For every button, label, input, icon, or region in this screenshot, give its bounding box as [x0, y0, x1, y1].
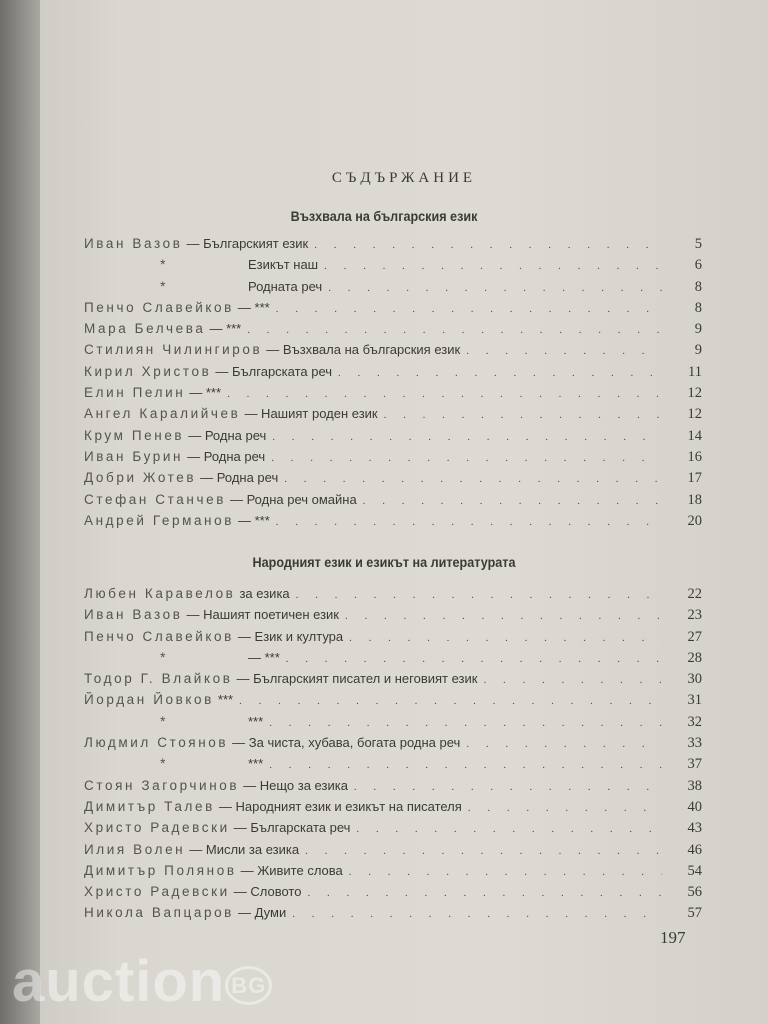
dot-leader	[269, 759, 662, 771]
dot-leader	[384, 409, 662, 421]
entry-title: за езика	[239, 586, 290, 601]
entry-title: ***	[248, 713, 264, 729]
dot-leader	[328, 282, 662, 294]
entry-page: 5	[694, 236, 702, 252]
dot-leader	[483, 674, 662, 686]
entry-title: — ***	[238, 512, 270, 528]
entry-title: ***	[248, 756, 264, 772]
toc-entry	[84, 820, 702, 841]
entry-page: 54	[687, 862, 702, 879]
entry-page: 37	[687, 756, 702, 773]
entry-title: — Нещо за езика	[243, 777, 348, 793]
dot-leader	[466, 738, 662, 750]
toc-entry	[84, 257, 702, 278]
entry-author: Андрей Германов	[84, 512, 234, 528]
dot-leader	[227, 388, 662, 400]
toc-entry	[84, 342, 702, 363]
entry-title: — ***	[237, 299, 270, 315]
entry-title: — ***	[248, 649, 280, 665]
entry-author: Христо Радевски	[84, 884, 230, 900]
watermark-text: auction	[12, 949, 226, 1014]
dot-leader	[324, 260, 662, 272]
entry-title: — Мисли за езика	[189, 841, 300, 857]
dot-leader	[286, 653, 662, 665]
toc-entry	[84, 799, 702, 820]
entry-page: 11	[688, 363, 702, 380]
toc-entry	[84, 650, 702, 671]
entry-page: 27	[687, 628, 702, 645]
dot-leader	[272, 431, 662, 443]
entry-author: Стефан Станчев	[84, 491, 226, 507]
dot-leader	[247, 324, 662, 336]
entry-title: — Родна реч омайна	[229, 491, 357, 507]
page-edge-shadow	[0, 0, 40, 1024]
toc-entry	[84, 385, 702, 406]
entry-author: *	[160, 713, 168, 729]
entry-author: Иван Бурин	[84, 448, 184, 464]
entry-title: — ***	[189, 385, 222, 401]
entry-title: Родната реч	[248, 278, 323, 294]
entry-page: 57	[687, 905, 702, 922]
entry-title: — Нашият роден език	[244, 406, 378, 422]
entry-page: 33	[687, 735, 702, 752]
entry-author: Пенчо Славейков	[84, 299, 234, 315]
entry-title: — Език и култура	[237, 628, 344, 644]
entry-page: 38	[687, 777, 702, 794]
entry-page: 8	[694, 278, 702, 295]
dot-leader	[276, 303, 662, 315]
entry-title: — Живите слова	[240, 862, 343, 878]
section-title: Народният език и езикът на литературата	[252, 554, 516, 570]
toc-entry	[84, 364, 702, 385]
toc-entry	[84, 863, 702, 884]
dot-leader	[296, 589, 662, 601]
toc-entry	[84, 884, 702, 905]
toc-entry	[84, 321, 702, 342]
entry-title: — Народният език и езикът на писателя	[218, 798, 462, 814]
toc-entry	[84, 513, 702, 534]
entry-author: Димитър Полянов	[84, 862, 237, 878]
entry-title: — Родна реч	[200, 470, 279, 486]
entry-author: Никола Вапцаров	[84, 905, 234, 921]
entry-page: 12	[687, 406, 702, 423]
entry-title: — Словото	[233, 884, 302, 900]
entry-title: — Българският език	[186, 236, 309, 251]
entry-page: 6	[694, 257, 702, 274]
toc-entry	[84, 842, 702, 863]
entry-author: Крум Пенев	[84, 427, 185, 443]
dot-leader	[307, 887, 662, 899]
entry-title: — Българският писател и неговият език	[236, 671, 478, 687]
entry-page: 56	[687, 884, 702, 901]
entry-page: 43	[687, 820, 702, 837]
dot-leader	[271, 452, 662, 464]
entry-page: 28	[687, 649, 702, 666]
toc-list	[84, 586, 702, 927]
entry-title: — За чиста, хубава, богата родна реч	[232, 735, 461, 751]
toc-entry	[84, 300, 702, 321]
dot-leader	[468, 802, 662, 814]
contents-heading: СЪДЪРЖАНИЕ	[331, 170, 477, 186]
toc-entry	[84, 692, 702, 713]
entry-page: 32	[687, 713, 702, 730]
toc-entry	[84, 756, 702, 777]
dot-leader	[269, 717, 662, 729]
entry-author: Ангел Каралийчев	[84, 406, 241, 422]
toc-entry	[84, 492, 702, 513]
dot-leader	[363, 495, 662, 507]
dot-leader	[466, 345, 662, 357]
watermark-logo	[12, 948, 272, 1015]
entry-author: Йордан Йовков	[84, 692, 214, 708]
toc-entry	[84, 428, 702, 449]
entry-page: 20	[687, 512, 702, 529]
entry-author: *	[160, 278, 168, 294]
toc-entry	[84, 279, 702, 300]
toc-entry	[84, 735, 702, 756]
dot-leader	[354, 781, 662, 793]
entry-author: Пенчо Славейков	[84, 628, 234, 644]
toc-entry	[84, 406, 702, 427]
entry-author: Димитър Талев	[84, 798, 215, 814]
dot-leader	[356, 823, 662, 835]
dot-leader	[276, 516, 662, 528]
entry-title: ***	[217, 692, 234, 708]
entry-title: — Думи	[237, 905, 287, 921]
entry-author: Христо Радевски	[84, 820, 230, 836]
dot-leader	[345, 610, 662, 622]
entry-title: Езикът наш	[248, 257, 319, 273]
entry-author: Стоян Загорчинов	[84, 777, 240, 793]
entry-page: 46	[687, 841, 702, 858]
toc-entry	[84, 586, 702, 607]
entry-title: — Родна реч	[187, 448, 266, 464]
entry-title: — Възхвала на българския език	[266, 342, 461, 358]
entry-author: Тодор Г. Влайков	[84, 671, 233, 687]
entry-author: Стилиян Чилингиров	[84, 342, 263, 358]
entry-page: 31	[687, 692, 702, 709]
entry-author: Добри Жотев	[84, 470, 197, 486]
dot-leader	[305, 845, 662, 857]
entry-author: *	[160, 257, 168, 273]
entry-page: 18	[687, 491, 702, 508]
dot-leader	[292, 908, 662, 920]
watermark-badge: BG	[225, 966, 272, 1005]
entry-page: 12	[687, 385, 702, 402]
entry-author: Илия Волен	[84, 841, 186, 857]
toc-entry	[84, 449, 702, 470]
entry-page: 16	[687, 448, 702, 465]
toc-list	[84, 236, 702, 534]
page-number: 197	[660, 928, 686, 947]
entry-page: 17	[687, 470, 702, 487]
toc-entry	[84, 236, 702, 257]
toc-entry	[84, 714, 702, 735]
toc-entry	[84, 629, 702, 650]
toc-entry	[84, 778, 702, 799]
entry-page: 9	[694, 321, 702, 338]
dot-leader	[349, 866, 662, 878]
dot-leader	[349, 632, 662, 644]
entry-title: — Българската реч	[233, 820, 351, 836]
entry-author: Иван Вазов	[84, 607, 183, 623]
entry-author: Любен Каравелов	[84, 586, 236, 601]
toc-entry	[84, 671, 702, 692]
entry-page: 14	[687, 427, 702, 444]
entry-page: 23	[687, 607, 702, 624]
entry-page: 9	[694, 342, 702, 359]
toc-entry	[84, 607, 702, 628]
entry-title: — Родна реч	[188, 427, 267, 443]
section-title: Възхвала на българския език	[290, 208, 478, 224]
dot-leader	[284, 473, 662, 485]
entry-page: 40	[687, 798, 702, 815]
entry-author: Мара Белчева	[84, 321, 206, 337]
entry-page: 30	[687, 671, 702, 688]
entry-author: Елин Пелин	[84, 385, 186, 401]
entry-title: — Нашият поетичен език	[186, 607, 339, 623]
entry-title: — Българската реч	[215, 363, 333, 379]
entry-author: Иван Вазов	[84, 236, 183, 251]
entry-title: — ***	[209, 321, 242, 337]
entry-page: 8	[694, 299, 702, 316]
entry-author: Кирил Христов	[84, 363, 212, 379]
toc-entry	[84, 470, 702, 491]
dot-leader	[338, 367, 662, 379]
entry-author: *	[160, 756, 168, 772]
entry-author: Людмил Стоянов	[84, 735, 229, 751]
entry-author: *	[160, 649, 168, 665]
toc-entry	[84, 905, 702, 926]
entry-page: 22	[687, 586, 702, 602]
dot-leader	[239, 695, 662, 707]
dot-leader	[314, 239, 662, 251]
